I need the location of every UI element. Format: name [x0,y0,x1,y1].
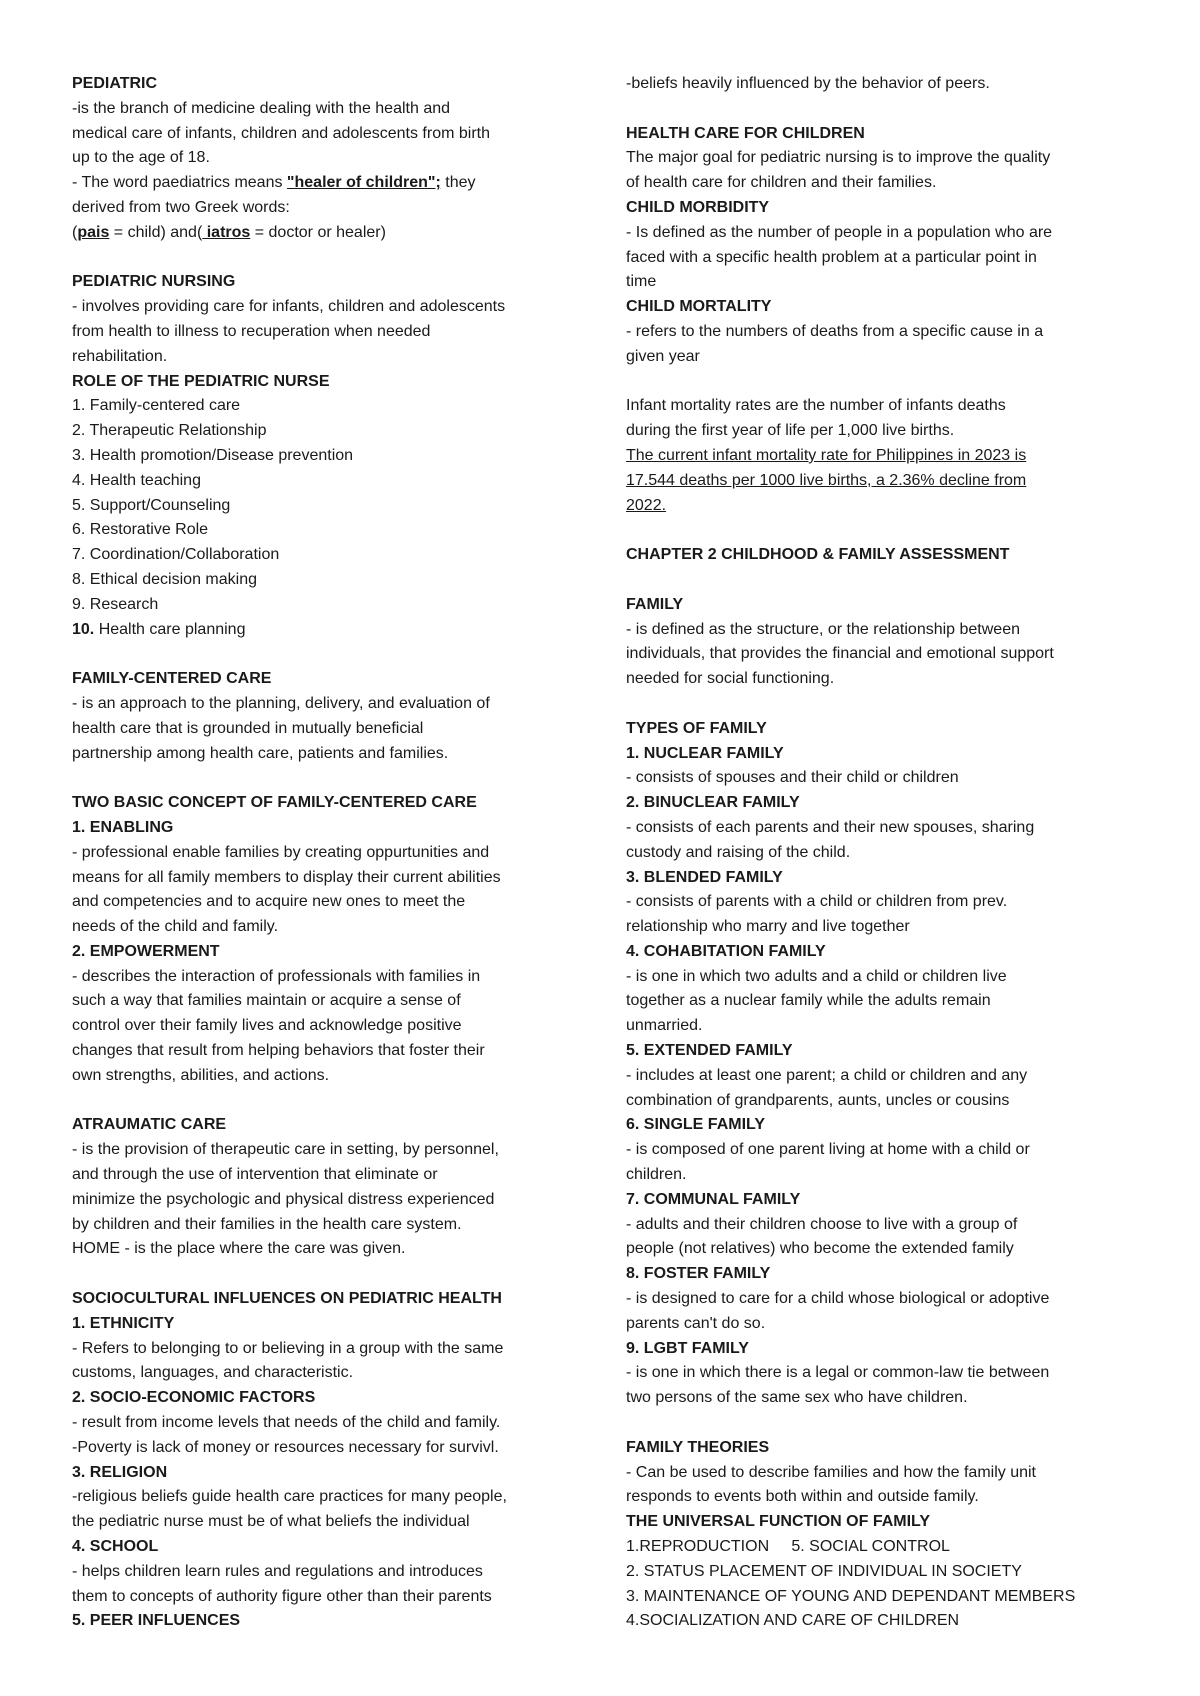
spacer [72,246,592,271]
text-line: needed for social functioning. [626,670,835,688]
text-line: partnership among health care, patients and families. [72,744,449,762]
text-line: - involves providing care for infants, children and adolescents [72,298,506,316]
text-line: The major goal for pediatric nursing is to improve the quality [626,149,1051,167]
family-type-single: 6. SINGLE FAMILY [626,1116,765,1134]
text-line: - Can be used to describe families and how the family unit [626,1463,1036,1481]
text-line: up to the age of 18. [72,149,210,167]
list-item: 2. Therapeutic Relationship [72,422,267,440]
text-line: given year [626,347,700,365]
text-line: -Poverty is lack of money or resources necessary for survivl. [72,1438,499,1456]
heading-child-morbidity: CHILD MORBIDITY [626,198,770,216]
text-line: - includes at least one parent; a child or children and any [626,1066,1028,1084]
text-line-paediatrics [72,171,592,196]
list-item: 2. STATUS PLACEMENT OF INDIVIDUAL IN SOCIETY [626,1562,1022,1580]
spacer [626,568,1151,593]
list-item: 9. Research [72,595,159,613]
text-fragment: ( [72,223,78,241]
spacer [626,518,1151,543]
text-line: -is the branch of medicine dealing with the health and [72,99,451,117]
text-fragment: they [440,174,476,192]
family-type-blended: 3. BLENDED FAMILY [626,868,783,886]
spacer [72,766,592,791]
text-line: parents can't do so. [626,1314,766,1332]
text-line: custody and raising of the child. [626,843,851,861]
left-column [72,72,592,1634]
spacer [72,642,592,667]
list-item: 6. Restorative Role [72,521,209,539]
text-line: the pediatric nurse must be of what beliefs the individual [72,1513,470,1531]
text-line: rehabilitation. [72,347,168,365]
greek-word-pais: pais [77,223,110,241]
text-line: people (not relatives) who become the extended family [626,1240,1014,1258]
text-line: control over their family lives and acknowledge positive [72,1017,462,1035]
text-line: children. [626,1166,687,1184]
text-line: - adults and their children choose to live with a group of [626,1215,1018,1233]
list-item: 3. Health promotion/Disease prevention [72,446,354,464]
subheading-empowerment: 2. EMPOWERMENT [72,942,220,960]
family-type-extended: 5. EXTENDED FAMILY [626,1042,793,1060]
text-line: minimize the psychologic and physical distress experienced [72,1190,495,1208]
heading-types-of-family: TYPES OF FAMILY [626,719,767,737]
family-type-communal: 7. COMMUNAL FAMILY [626,1190,801,1208]
text-line: - is one in which there is a legal or common-law tie between [626,1364,1050,1382]
text-line: - consists of each parents and their new spouses, sharing [626,818,1035,836]
list-item: 4. Health teaching [72,471,201,489]
text-line: relationship who marry and live together [626,918,910,936]
heading-role-of-nurse: ROLE OF THE PEDIATRIC NURSE [72,372,330,390]
text-line: own strengths, abilities, and actions. [72,1066,330,1084]
list-item: 7. Coordination/Collaboration [72,546,280,564]
text-line: - is defined as the structure, or the relationship between [626,620,1020,638]
spacer [626,692,1151,717]
heading-pediatric-nursing: PEDIATRIC NURSING [72,273,236,291]
subheading-religion: 3. RELIGION [72,1463,168,1481]
heading-family-theories: FAMILY THEORIES [626,1438,770,1456]
text-line: from health to illness to recuperation when needed [72,322,431,340]
subheading-peer-influences: 5. PEER INFLUENCES [72,1612,241,1630]
text-line: HOME - is the place where the care was given. [72,1240,406,1258]
text-fragment: Health care planning [94,620,246,638]
text-line: medical care of infants, children and adolescents from birth [72,124,490,142]
text-line: unmarried. [626,1017,703,1035]
text-line-greek-words [72,221,592,246]
list-number: 10. [72,620,95,638]
text-line: - is composed of one parent living at home with a child or [626,1141,1030,1159]
underlined-line: 2022. [626,496,667,514]
text-line: -beliefs heavily influenced by the behavior of peers. [626,75,990,92]
text-line: combination of grandparents, aunts, uncles or cousins [626,1091,1010,1109]
list-item: 1.REPRODUCTION 5. SOCIAL CONTROL [626,1538,950,1556]
text-line: - is an approach to the planning, delivery, and evaluation of [72,694,490,712]
text-line: and through the use of intervention that eliminate or [72,1166,438,1184]
text-line: - result from income levels that needs of the child and family. [72,1414,501,1432]
text-line: - helps children learn rules and regulations and introduces [72,1562,483,1580]
list-item: 1. Family-centered care [72,397,241,415]
spacer [72,1262,592,1287]
greek-word-iatros: iatros [202,223,251,241]
healer-of-children-emphasis: "healer of children"; [286,174,441,192]
text-line: - is designed to care for a child whose biological or adoptive [626,1290,1050,1308]
heading-atraumatic-care: ATRAUMATIC CARE [72,1116,227,1134]
heading-health-care-for-children: HEALTH CARE FOR CHILDREN [626,124,865,142]
heading-two-basic-concept: TWO BASIC CONCEPT OF FAMILY-CENTERED CARE [72,794,477,812]
family-type-cohabitation: 4. COHABITATION FAMILY [626,942,826,960]
underlined-line: The current infant mortality rate for Philippines in 2023 is [626,446,1027,464]
spacer [72,1089,592,1114]
text-line: -religious beliefs guide health care practices for many people, [72,1488,507,1506]
heading-family-centered-care: FAMILY-CENTERED CARE [72,670,272,688]
text-line: them to concepts of authority figure other than their parents [72,1587,492,1605]
text-fragment: = doctor or healer) [250,223,386,241]
text-line: - is one in which two adults and a child or children live [626,967,1007,985]
heading-universal-function: THE UNIVERSAL FUNCTION OF FAMILY [626,1513,931,1531]
text-line: such a way that families maintain or acquire a sense of [72,992,461,1010]
text-line: responds to events both within and outside family. [626,1488,979,1506]
text-line: - Refers to belonging to or believing in a group with the same [72,1339,504,1357]
text-line: - consists of spouses and their child or children [626,769,959,787]
text-line: customs, languages, and characteristic. [72,1364,354,1382]
subheading-school: 4. SCHOOL [72,1538,159,1556]
text-line: derived from two Greek words: [72,198,290,216]
subheading-enabling: 1. ENABLING [72,818,174,836]
text-line: - is the provision of therapeutic care in setting, by personnel, [72,1141,499,1159]
text-line: together as a nuclear family while the adults remain [626,992,991,1010]
spacer [626,1411,1151,1436]
text-line: time [626,273,657,291]
text-line: and competencies and to acquire new ones to meet the [72,893,466,911]
spacer [626,370,1151,395]
chapter-heading: CHAPTER 2 CHILDHOOD & FAMILY ASSESSMENT [626,546,1010,564]
text-line: means for all family members to display their current abilities [72,868,501,886]
heading-sociocultural: SOCIOCULTURAL INFLUENCES ON PEDIATRIC HEALTH [72,1290,502,1308]
list-item [72,618,592,643]
list-item: 8. Ethical decision making [72,570,257,588]
text-line: - professional enable families by creating oppurtunities and [72,843,490,861]
text-line: - Is defined as the number of people in a population who are [626,223,1053,241]
text-line: of health care for children and their families. [626,174,937,192]
list-item: 4.SOCIALIZATION AND CARE OF CHILDREN [626,1612,960,1630]
text-line: individuals, that provides the financial and emotional support [626,645,1054,663]
heading-family: FAMILY [626,595,684,613]
text-line: - refers to the numbers of deaths from a specific cause in a [626,322,1044,340]
text-line: health care that is grounded in mutually beneficial [72,719,424,737]
text-line: faced with a specific health problem at a particular point in [626,248,1037,266]
right-column [626,72,1151,1634]
text-line: changes that result from helping behaviors that foster their [72,1042,485,1060]
text-fragment: = child) and( [109,223,203,241]
text-fragment: - The word paediatrics means [72,174,287,192]
list-item: 5. Support/Counseling [72,496,231,514]
family-type-binuclear: 2. BINUCLEAR FAMILY [626,794,800,812]
family-type-nuclear: 1. NUCLEAR FAMILY [626,744,784,762]
subheading-socio-economic: 2. SOCIO-ECONOMIC FACTORS [72,1389,316,1407]
heading-child-mortality: CHILD MORTALITY [626,298,772,316]
text-line: - consists of parents with a child or children from prev. [626,893,1008,911]
text-line: two persons of the same sex who have children. [626,1389,968,1407]
text-line: during the first year of life per 1,000 live births. [626,422,955,440]
text-line: - describes the interaction of professionals with families in [72,967,481,985]
list-item: 3. MAINTENANCE OF YOUNG AND DEPENDANT MEMBERS [626,1587,1076,1605]
text-line: by children and their families in the health care system. [72,1215,462,1233]
text-line: Infant mortality rates are the number of infants deaths [626,397,1006,415]
underlined-line: 17.544 deaths per 1000 live births, a 2.36% decline from [626,471,1027,489]
subheading-ethnicity: 1. ETHNICITY [72,1314,175,1332]
family-type-lgbt: 9. LGBT FAMILY [626,1339,749,1357]
family-type-foster: 8. FOSTER FAMILY [626,1265,771,1283]
spacer [626,97,1151,122]
heading-pediatric: PEDIATRIC [72,75,158,92]
text-line: needs of the child and family. [72,918,279,936]
